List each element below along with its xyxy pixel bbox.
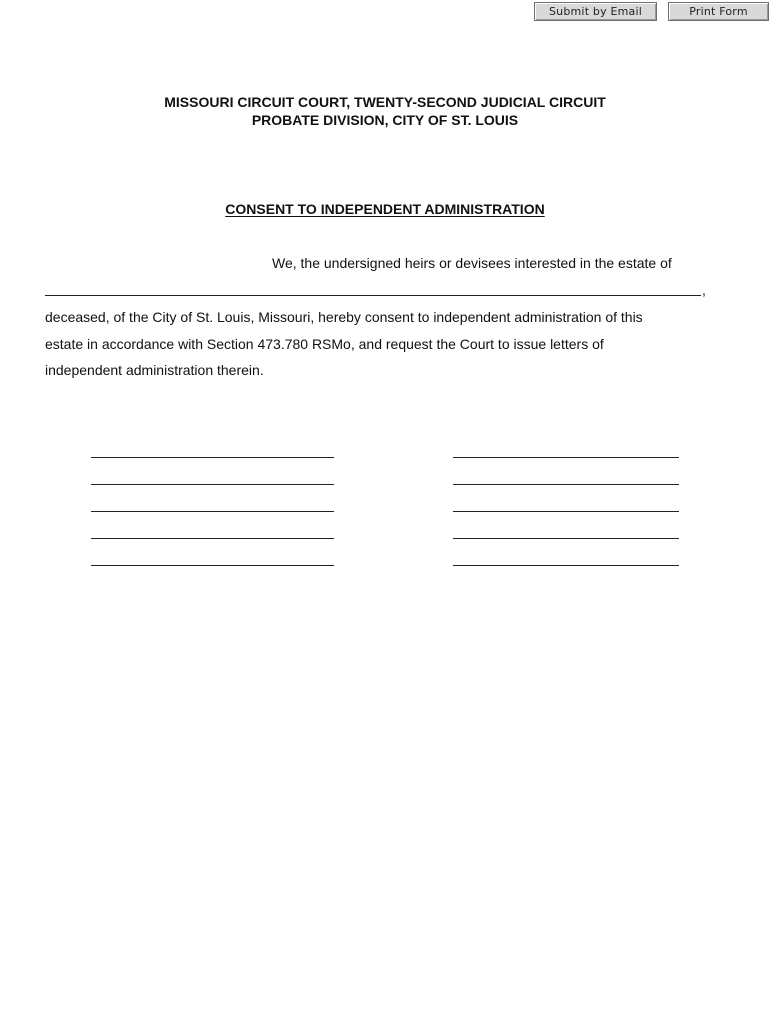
signature-line-left-1[interactable] xyxy=(91,457,334,458)
consent-paragraph xyxy=(45,304,643,384)
signature-line-left-2[interactable] xyxy=(91,484,334,485)
signature-line-right-1[interactable] xyxy=(453,457,679,458)
signature-line-right-5[interactable] xyxy=(453,565,679,566)
intro-text: We, the undersigned heirs or devisees interested in the estate of xyxy=(272,255,672,271)
signature-line-right-4[interactable] xyxy=(453,538,679,539)
signature-line-left-4[interactable] xyxy=(91,538,334,539)
signature-line-right-3[interactable] xyxy=(453,511,679,512)
estate-name-field[interactable] xyxy=(45,295,701,296)
paragraph-line: deceased, of the City of St. Louis, Missouri, hereby consent to independent administration of this xyxy=(45,309,643,325)
court-heading: MISSOURI CIRCUIT COURT, TWENTY-SECOND JUDICIAL CIRCUIT xyxy=(164,94,606,110)
submit-by-email-button[interactable]: Submit by Email xyxy=(534,2,657,21)
division-heading: PROBATE DIVISION, CITY OF ST. LOUIS xyxy=(251,112,519,128)
paragraph-line: estate in accordance with Section 473.780 RSMo, and request the Court to issue letters of xyxy=(45,335,604,352)
signature-line-left-3[interactable] xyxy=(91,511,334,512)
print-form-button[interactable]: Print Form xyxy=(668,2,769,21)
paragraph-line: independent administration therein. xyxy=(45,362,264,378)
estate-comma: , xyxy=(702,282,706,298)
document-title: CONSENT TO INDEPENDENT ADMINISTRATION xyxy=(225,201,545,217)
signature-line-left-5[interactable] xyxy=(91,565,334,566)
signature-line-right-2[interactable] xyxy=(453,484,679,485)
